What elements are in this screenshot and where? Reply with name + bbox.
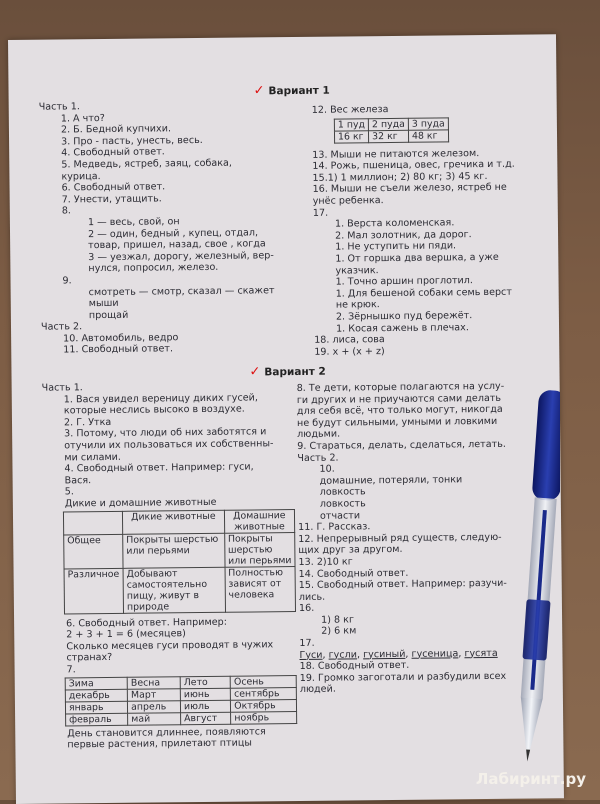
v1-left-line: 7. Унести, утащить.: [61, 193, 162, 206]
variant-1-left-column: [39, 99, 302, 357]
v2-right-line: 10.: [319, 463, 335, 475]
v2-right-line: отчасти: [319, 509, 361, 522]
v1-right-line: 14. Рожь, пшеница, овес, гречика и т.д.: [312, 158, 515, 173]
table-header-cell: Домашние животные: [224, 509, 295, 533]
v1-left-line: 10. Автомобиль, ведро: [63, 332, 179, 345]
v1-right-line: 13. Мыши не питаются железом.: [312, 147, 480, 161]
variant-1-heading: ✓ Вариант 1: [253, 83, 330, 99]
v1-left-line: мыши: [88, 297, 119, 310]
v2-left-line: 2. Г. Утка: [63, 416, 112, 429]
variant-2-right-column: [297, 381, 530, 696]
variant-2-heading: ✓ Вариант 2: [249, 364, 326, 380]
v2-right-line: Часть 2.: [297, 452, 339, 464]
table-cell: 32 кг: [369, 130, 409, 142]
v1-left-line: смотреть — смотр, сказал — скажет: [88, 284, 275, 298]
v1-left-line: 6. Свободный ответ.: [61, 181, 166, 194]
v2-right-line: 12. Непрерывный ряд существ, следую-: [298, 531, 502, 545]
v2-right-line: 9. Стараться, делать, сделаться, летать.: [297, 438, 506, 452]
v1-right-line: указчик.: [335, 264, 379, 277]
v2-left-line: ми силами.: [64, 451, 122, 463]
v1-left-line: прощай: [88, 309, 129, 321]
v1-right-line: 17.: [312, 207, 329, 219]
v2-left-line: 7.: [66, 664, 76, 676]
v1-left-line: 1. А что?: [60, 112, 105, 125]
table-cell: ноябрь: [231, 711, 297, 724]
table-cell: 3 пуда: [408, 117, 448, 129]
v1-left-line: 11. Свободный ответ.: [63, 343, 174, 356]
v2-left-line: 4. Свободный ответ. Например: гуси,: [64, 461, 254, 475]
v2-right-line: домашние, потеряли, тонки: [319, 474, 463, 487]
v2-right-line: ловкость: [319, 486, 366, 499]
iron-weight-table: [334, 117, 449, 143]
v1-right-line: 2. Зёрнышко пуд бережёт.: [335, 310, 473, 323]
v1-left-line: 4. Свободный ответ.: [61, 146, 165, 159]
table-row: [334, 129, 448, 142]
question-12: 12. Вес железа: [311, 104, 389, 116]
v2-right-line: 14. Свободный ответ.: [298, 567, 409, 580]
table-cell: май: [128, 712, 181, 725]
table-header-cell: Дикие животные: [122, 510, 224, 534]
table-cell: Полностью зависят от человека: [225, 566, 296, 612]
geese-word: гусиный: [363, 648, 406, 660]
v2-left-line: Вася.: [64, 474, 92, 487]
v1-right-line: 15.1) 1 миллион; 2) 80 кг; 3) 45 кг.: [312, 170, 488, 184]
table-cell: февраль: [66, 713, 128, 726]
v1-right-line: 1. Косая сажень в плечах.: [335, 321, 469, 335]
v2-left-line: Дикие и домашние животные: [64, 496, 217, 510]
table-cell: 2 пуда: [368, 118, 408, 130]
table-row: [334, 117, 448, 130]
v1-right-line: 1. Верста коломенская.: [334, 217, 455, 230]
variant-1-right-column: [312, 102, 555, 358]
table-cell: 1 пуд: [334, 118, 368, 130]
v2-left-line: Часть 1.: [41, 382, 83, 394]
v2-right-line: 18. Свободный ответ.: [299, 660, 410, 673]
geese-word: гусли: [328, 649, 358, 661]
v2-right-line: 2) 6 км: [321, 625, 357, 638]
table-cell: Август: [181, 712, 231, 725]
v1-right-line: 16. Мыши не съели железо, ястреб не: [312, 182, 507, 196]
v1-left-line: Часть 2.: [40, 321, 83, 333]
v1-left-line: 2 — один, бедный , купец, отдал,: [87, 226, 259, 240]
v2-left-line: Сколько месяцев гуси проводят в чужих: [66, 638, 274, 653]
months-table: [65, 675, 298, 726]
table-header-cell: [63, 511, 122, 535]
watermark-logo: Лабиринт.ру: [475, 770, 586, 788]
check-mark-icon: ✓: [249, 364, 261, 380]
check-mark-icon: ✓: [253, 83, 265, 99]
v1-left-line: 2. Б. Бедной купчихи.: [60, 123, 172, 136]
v2-left-line: первые растения, прилетают птицы: [67, 737, 253, 751]
v1-right-line: 19. x + (x + z): [314, 345, 385, 358]
v2-right-line: щих друг за другом.: [298, 544, 403, 557]
v1-left-line: 3 — уезжал, дорогу, железный, вер-: [88, 249, 274, 263]
v2-right-line: 11. Г. Рассказ.: [298, 521, 371, 534]
v2-left-line: 3. Потому, что люди об них заботятся и: [64, 426, 267, 440]
animals-comparison-table: [63, 509, 296, 614]
table-cell: 16 кг: [334, 130, 368, 142]
v1-right-line: унёс ребенка.: [312, 195, 384, 207]
pen-image: [520, 390, 560, 770]
table-cell: Весна: [127, 676, 180, 689]
v1-left-line: 9.: [62, 275, 72, 287]
v2-left-line: отучили их пользоваться их собственны-: [64, 438, 274, 452]
v2-right-line: людьми.: [297, 428, 341, 441]
table-cell: Март: [127, 688, 180, 701]
v2-right-line: людей.: [299, 684, 336, 696]
table-cell: Октябрь: [231, 699, 297, 712]
table-cell: Покрыты шерстью или перьями: [123, 533, 225, 568]
table-cell: Общее: [64, 534, 123, 569]
v1-right-line: 1. Для бешеной собаки семь верст: [335, 286, 512, 300]
table-row: [64, 566, 295, 613]
v2-right-line: 17.: [299, 637, 315, 650]
geese-word: гусеница: [411, 647, 459, 660]
variant-2-left-column: [42, 380, 308, 751]
v2-left-line: 6. Свободный ответ. Например:: [66, 616, 228, 629]
v2-right-line: ловкость: [319, 498, 366, 510]
v2-right-line: 16.: [298, 603, 315, 615]
v1-right-line: 1. Точно аршин проглотил.: [335, 275, 473, 288]
v2-left-line: странах?: [66, 652, 113, 664]
v1-right-line: 1. От горшка два вершка, а уже: [335, 251, 499, 265]
table-cell: Покрыты шерстью или перьями: [224, 532, 295, 567]
table-row: [66, 711, 297, 725]
v2-left-line: 5.: [64, 486, 74, 498]
v2-right-line: ги других и не приучаются сами делать: [296, 392, 502, 406]
table-cell: Различное: [64, 568, 123, 614]
v2-left-line: 1. Вася увидел вереницу диких гусей,: [63, 391, 258, 406]
v1-right-line: 2. Мал золотник, да дорог.: [335, 228, 472, 242]
v1-right-line: 18. лиса, сова: [314, 334, 385, 346]
geese-word: гусята: [464, 647, 498, 659]
v2-right-line: 1) 8 кг: [321, 614, 355, 626]
v1-left-line: курица.: [61, 170, 101, 183]
v1-left-line: 3. Про - пасть, унесть, весь.: [61, 134, 203, 148]
table-cell: январь: [65, 701, 127, 714]
v1-left-line: 5. Медведь, ястреб, заяц, собака,: [61, 157, 233, 171]
v2-right-line: не будут сильными, умными и ловкими: [296, 415, 498, 429]
table-cell: июль: [180, 700, 230, 713]
v2-left-line: 2 + 3 + 1 = 6 (месяцев): [66, 628, 186, 641]
answer-sheet: [8, 34, 564, 804]
table-cell: апрель: [128, 700, 181, 713]
v2-right-line: лись.: [298, 591, 326, 603]
v2-left-line: которые неслись высоко в воздухе.: [63, 403, 245, 417]
v2-right-line: для себя всё, что только могут, никогда: [296, 404, 503, 418]
table-cell: Лето: [180, 676, 230, 689]
v1-left-line: 1 — весь, свой, он: [87, 216, 180, 229]
table-cell: 48 кг: [408, 129, 448, 141]
v1-left-line: 8.: [61, 205, 72, 217]
table-cell: декабрь: [65, 689, 127, 702]
geese-word: Гуси: [299, 649, 323, 661]
table-cell: Добывают самостоятельно пищу, живут в природе: [123, 567, 225, 613]
table-cell: Зима: [65, 677, 127, 690]
table-cell: июнь: [180, 688, 230, 701]
v2-right-line: 15. Свободный ответ. Например: разучи-: [298, 577, 507, 592]
v2-right-line: 8. Те дети, которые полагаются на услу-: [296, 380, 505, 394]
v1-left-line: товар, пришел, назад, свое , когда: [88, 238, 266, 252]
v1-left-line: Часть 1.: [38, 101, 80, 113]
geese-words: Гуси, гусли, гусиный, гусеница, гусята: [299, 647, 498, 661]
table-cell: Осень: [230, 675, 296, 688]
v1-left-line: нулся, попросил, железо.: [88, 262, 219, 275]
v2-right-line: 19. Громко загоготали и разбудили всех: [299, 670, 507, 684]
v1-right-line: 1. Не уступить ни пяди.: [335, 240, 457, 253]
table-cell: сентябрь: [230, 687, 296, 700]
v1-right-line: не крюк.: [335, 299, 380, 311]
table-row: [64, 532, 295, 568]
v2-right-line: 13. 2)10 кг: [298, 556, 353, 568]
v2-left-line: День становится длиннее, появляются: [67, 725, 266, 739]
